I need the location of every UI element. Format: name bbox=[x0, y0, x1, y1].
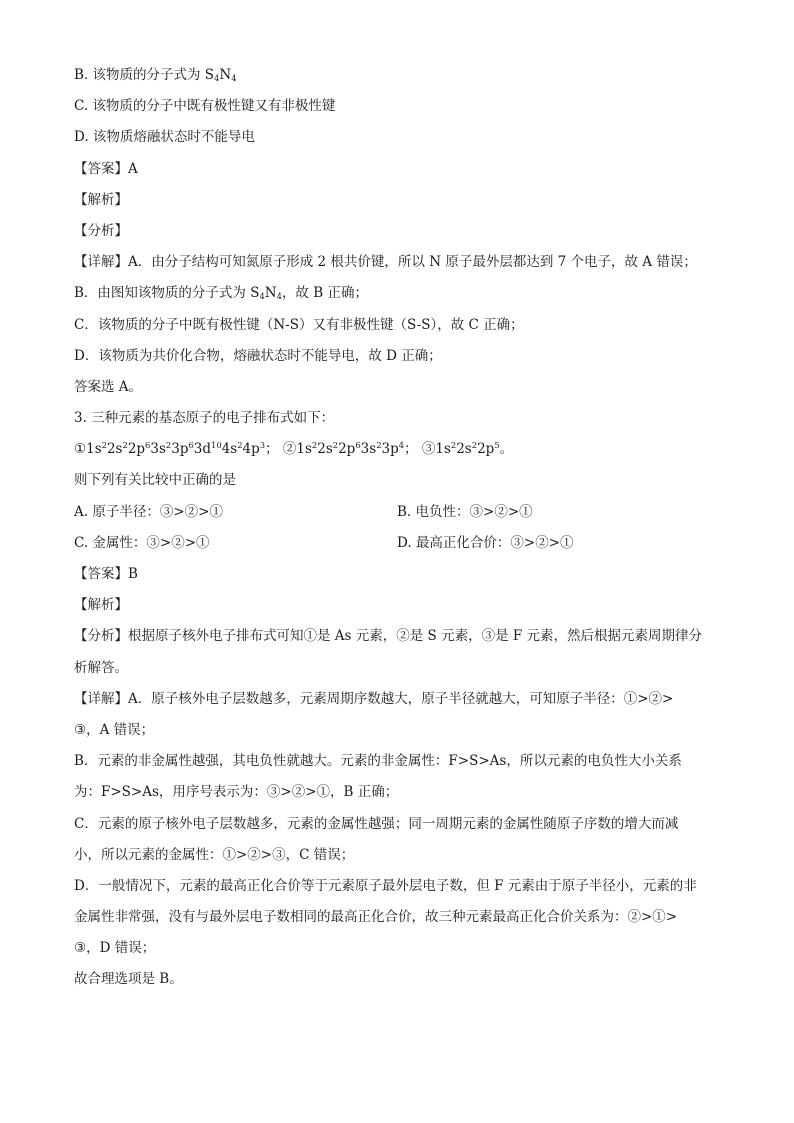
orbital-label: 2s bbox=[456, 441, 472, 458]
q3-detail-c-line-2: 小，所以元素的金属性：①>②>③，C 错误； bbox=[74, 846, 355, 863]
document-page bbox=[74, 63, 724, 999]
q3-conclusion: 故合理选项是 B。 bbox=[74, 971, 183, 988]
orbital-label: 3d bbox=[193, 441, 212, 458]
q3-options-row-2 bbox=[74, 531, 724, 562]
q3-detail-d-line-1: D．一般情况下，元素的最高正化合价等于元素原子最外层电子数，但 F 元素由于原子半径小，元素的非 bbox=[74, 877, 697, 894]
electron-count-superscript: 5 bbox=[494, 440, 500, 451]
orbital-label: 2p bbox=[127, 441, 146, 458]
orbital-label: 4p bbox=[242, 441, 260, 458]
q2-detail-b-pre: B．由图知该物质的分子式为 S bbox=[74, 285, 260, 302]
orbital-label: 3p bbox=[381, 441, 399, 458]
q3-detail-d-line-3: ③，D 错误； bbox=[74, 940, 156, 957]
config-1-prefix: ①1s bbox=[74, 441, 102, 458]
q2-detail-d: D．该物质为共价化合物，熔融状态时不能导电，故 D 正确； bbox=[74, 347, 442, 364]
q3-analysis-header: 【解析】 bbox=[74, 597, 128, 614]
config-separator: ； ③1s bbox=[404, 441, 451, 458]
q3-option-c: C. 金属性：③>②>① bbox=[74, 534, 210, 551]
orbital-label: 2s bbox=[317, 441, 333, 458]
electron-count-superscript: 2 bbox=[450, 440, 457, 451]
orbital-label: 3s bbox=[360, 441, 377, 458]
q3-ask: 则下列有关比较中正确的是 bbox=[74, 472, 236, 489]
electron-count-superscript: 2 bbox=[165, 440, 172, 451]
q2-conclusion: 答案选 A。 bbox=[74, 378, 143, 395]
electron-count-superscript: 6 bbox=[355, 440, 361, 451]
orbital-label: 2s bbox=[106, 441, 123, 458]
subscript: 4 bbox=[214, 73, 220, 84]
orbital-label: 2p bbox=[338, 441, 356, 458]
subscript: 4 bbox=[276, 291, 282, 302]
electron-count-superscript: 2 bbox=[471, 440, 478, 451]
q3-detail-b-line-2: 为：F>S>As，用序号表示为：③>②>①，B 正确； bbox=[74, 784, 399, 801]
q3-option-a: A. 原子半径：③>②>① bbox=[74, 503, 223, 520]
q3-electron-configs bbox=[74, 437, 724, 468]
q2-detail-b-post: ，故 B 正确； bbox=[281, 285, 368, 302]
q3-detail-a-line-1: 【详解】A．原子核外电子层数越多，元素周期序数越大，原子半径就越大，可知原子半径：①>②> bbox=[74, 690, 674, 707]
electron-count-superscript: 3 bbox=[259, 440, 266, 451]
q2-option-b-text: B. 该物质的分子式为 S bbox=[74, 67, 215, 83]
q3-stem: 3. 三种元素的基态原子的电子排布式如下： bbox=[74, 410, 335, 427]
subscript: 4 bbox=[231, 73, 237, 84]
q3-detail-b-line-1: B．元素的非金属性越强，其电负性就越大。元素的非金属性：F>S>As，所以元素的电负性大小关系 bbox=[74, 753, 682, 770]
q3-detail-d-line-2: 金属性非常强，没有与最外层电子数相同的最高正化合价，故三种元素最高正化合价关系为：②>①> bbox=[74, 909, 678, 926]
q2-option-d: D. 该物质熔融状态时不能导电 bbox=[74, 129, 255, 146]
q2-fenxi: 【分析】 bbox=[74, 222, 128, 239]
q2-option-b bbox=[74, 63, 724, 94]
electron-count-superscript: 6 bbox=[145, 440, 151, 451]
orbital-label: 2p bbox=[477, 441, 495, 458]
electron-count-superscript: 10 bbox=[211, 440, 222, 451]
electron-count-superscript: 2 bbox=[332, 440, 339, 451]
orbital-label: 4s bbox=[221, 441, 238, 458]
q3-fenxi-line-2: 析解答。 bbox=[74, 659, 128, 676]
q2-option-b-mid: N bbox=[219, 67, 232, 83]
electron-count-superscript: 2 bbox=[122, 440, 128, 451]
q2-analysis-header: 【解析】 bbox=[74, 191, 128, 208]
q2-detail-a: 【详解】A．由分子结构可知氮原子形成 2 根共价键，所以 N 原子最外层都达到 7 个电子，故 A 错误； bbox=[74, 254, 697, 271]
electron-count-superscript: 6 bbox=[188, 440, 194, 451]
q3-answer: 【答案】B bbox=[74, 566, 138, 582]
q3-option-d: D. 最高正化合价：③>②>① bbox=[397, 534, 574, 551]
orbital-label: 3s bbox=[150, 441, 166, 458]
q3-detail-c-line-1: C．元素的原子核外电子层数越多，元素的金属性越强；同一周期元素的金属性随原子序数的增大而减 bbox=[74, 815, 679, 832]
electron-count-superscript: 4 bbox=[398, 440, 405, 451]
electron-count-superscript: 2 bbox=[311, 440, 318, 451]
q2-answer: 【答案】A bbox=[74, 160, 138, 177]
q3-option-b: B. 电负性：③>②>① bbox=[397, 503, 533, 520]
config-end: 。 bbox=[499, 441, 514, 458]
q3-detail-a-line-2: ③，A 错误； bbox=[74, 721, 155, 738]
q2-detail-c: C．该物质的分子中既有极性键（N-S）又有非极性键（S-S），故 C 正确； bbox=[74, 316, 524, 333]
q3-options-row-1 bbox=[74, 500, 724, 531]
q3-fenxi-line-1: 【分析】根据原子核外电子排布式可知①是 As 元素，②是 S 元素，③是 F 元素，然后根据元素周期律分 bbox=[74, 628, 703, 645]
electron-count-superscript: 2 bbox=[376, 440, 382, 451]
q2-detail-b-mid: N bbox=[264, 285, 277, 302]
orbital-label: 3p bbox=[171, 441, 189, 458]
electron-count-superscript: 2 bbox=[237, 440, 243, 451]
q2-detail-b bbox=[74, 281, 724, 312]
subscript: 4 bbox=[259, 291, 265, 302]
config-separator: ； ②1s bbox=[265, 441, 312, 458]
q2-option-c: C. 该物质的分子中既有极性键又有非极性键 bbox=[74, 98, 336, 115]
electron-count-superscript: 2 bbox=[101, 440, 107, 451]
